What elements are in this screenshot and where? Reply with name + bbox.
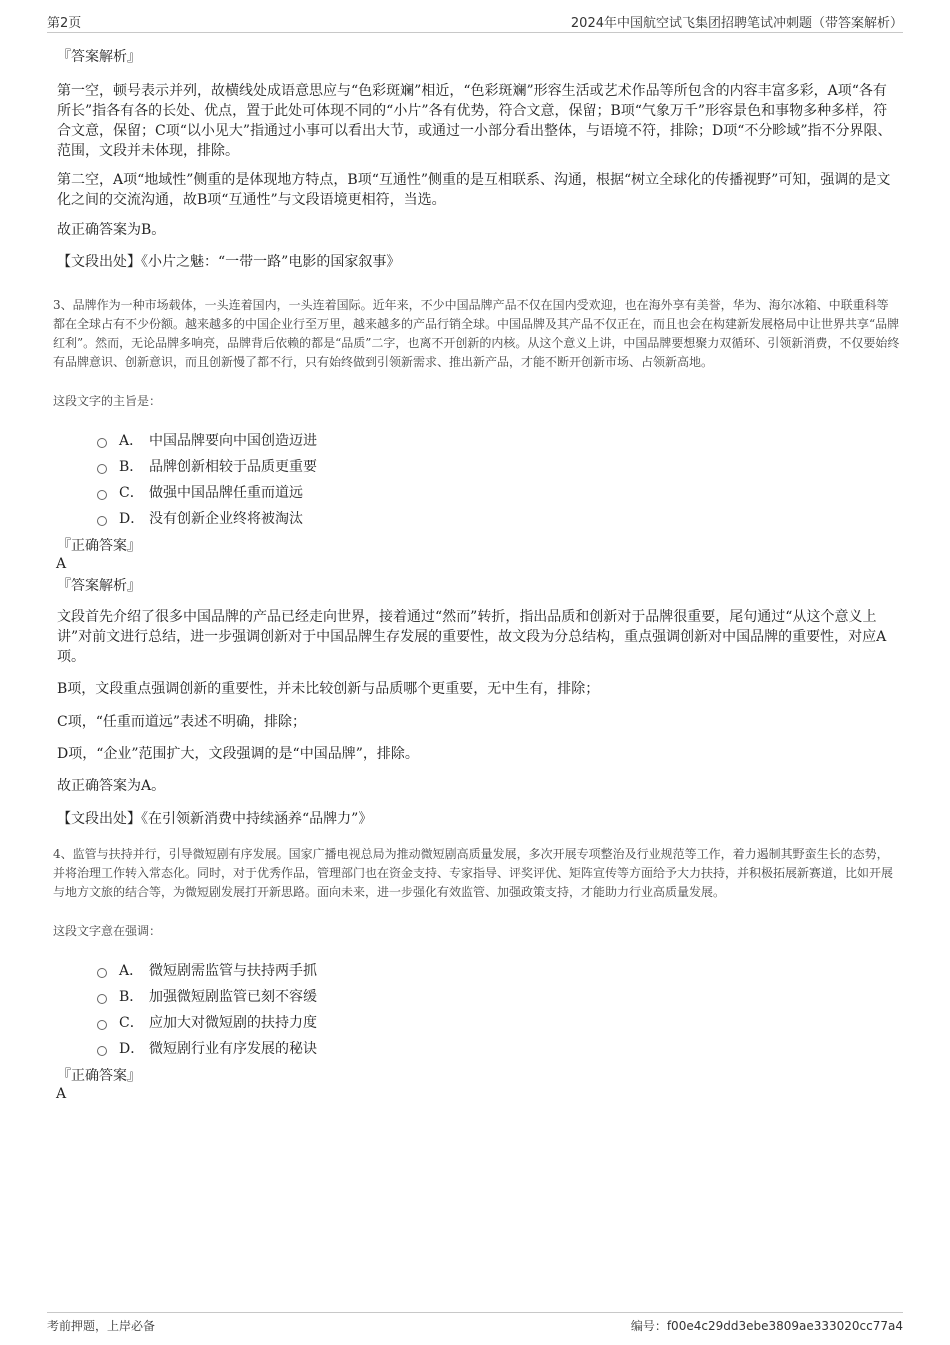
q4-answer-label: 『正确答案』 [57, 1068, 141, 1084]
option-text: 做强中国品牌任重而道远 [149, 485, 303, 501]
radio-button[interactable] [97, 1020, 107, 1030]
q3-answer: A [56, 556, 67, 572]
q3-option-c[interactable] [97, 479, 900, 505]
q2-analysis-para-2: 第二空，A项“地域性”侧重的是体现地方特点，B项“互通性”侧重的是互相联系、沟通，根据“树立全球化的传播视野”可知，强调的是文化之间的交流沟通，故B项“互通性”与文段语境更相符，当选。 [57, 172, 891, 208]
q3-option-d[interactable] [97, 505, 900, 531]
page-header [47, 12, 903, 33]
option-text: 微短剧行业有序发展的秘诀 [149, 1041, 317, 1057]
q4-option-b[interactable] [97, 983, 900, 1009]
q2-source: 【文段出处】《小片之魅：“一带一路”电影的国家叙事》 [57, 254, 401, 270]
q4-prompt: 这段文字意在强调： [53, 924, 162, 938]
option-letter: A． [119, 963, 144, 979]
option-text: 中国品牌要向中国创造迈进 [149, 433, 317, 449]
q3-analysis-option-d: D项，“企业”范围扩大，文段强调的是“中国品牌”，排除。 [57, 746, 419, 762]
q2-analysis-label: 『答案解析』 [57, 49, 141, 65]
q3-analysis-label: 『答案解析』 [57, 578, 141, 594]
option-text: 没有创新企业终将被淘汰 [149, 511, 303, 527]
q3-options [57, 427, 900, 531]
radio-button[interactable] [97, 464, 107, 474]
q2-conclusion: 故正确答案为B。 [57, 222, 166, 238]
q4-option-c[interactable] [97, 1009, 900, 1035]
page-number: 第2页 [47, 16, 82, 31]
q4-stem: 4、监管与扶持并行，引导微短剧有序发展。国家广播电视总局为推动微短剧高质量发展，多次开展专项整治及行业规范等工作，着力遏制其野蛮生长的态势，并将治理工作转入常态化。同时，对于优秀作品，管理部门也在资金支持、专家指导、评奖评优、矩阵宣传等方面给予大力扶持，并积极拓展新赛道，比如开展与地方文旅的结合等，为微短剧发展打开新思路。面向未来，进一步强化有效监管、加强政策支持，才能助力行业高质量发展。 [53, 847, 894, 899]
radio-button[interactable] [97, 994, 107, 1004]
option-letter: D． [119, 1041, 145, 1057]
document-id: 编号：f00e4c29dd3ebe3809ae333020cc77a4 [630, 1319, 903, 1333]
radio-button[interactable] [97, 968, 107, 978]
option-letter: A． [119, 433, 144, 449]
page-footer [47, 1312, 903, 1334]
q3-analysis-option-b: B项，文段重点强调创新的重要性，并未比较创新与品质哪个更重要，无中生有，排除； [57, 681, 600, 697]
q3-analysis-option-c: C项，“任重而道远”表述不明确，排除； [57, 714, 307, 730]
q3-conclusion: 故正确答案为A。 [57, 778, 166, 794]
option-text: 微短剧需监管与扶持两手抓 [149, 963, 317, 979]
q4-options [57, 957, 900, 1061]
radio-button[interactable] [97, 516, 107, 526]
q4-option-a[interactable] [97, 957, 900, 983]
q2-analysis-para-1: 第一空，顿号表示并列，故横线处成语意思应与“色彩斑斓”相近，“色彩斑斓”形容生活或艺术作品等所包含的内容丰富多彩，A项“各有所长”指各有各的长处、优点，置于此处可体现不同的“小片”各有优势，符合文意，保留；B项“气象万千”形容景色和事物多种多样，符合文意，保留；C项“以小见大”指通过小事可以看出大节，或通过一小部分看出整体，与语境不符，排除；D项“不分畛域”指不分界限、范围，文段并未体现，排除。 [57, 83, 892, 159]
q4-answer: A [56, 1086, 67, 1102]
q3-analysis-para-1: 文段首先介绍了很多中国品牌的产品已经走向世界，接着通过“然而”转折，指出品质和创新对于品牌很重要，尾句通过“从这个意义上讲”对前文进行总结，进一步强调创新对于中国品牌生存发展的重要性，故文段为分总结构，重点强调创新对中国品牌的重要性，对应A项。 [57, 609, 887, 665]
option-text: 品牌创新相较于品质更重要 [149, 459, 317, 475]
option-letter: B． [119, 459, 144, 475]
option-letter: C． [119, 485, 144, 501]
page-content [53, 46, 900, 1103]
radio-button[interactable] [97, 1046, 107, 1056]
q3-option-b[interactable] [97, 453, 900, 479]
q3-option-a[interactable] [97, 427, 900, 453]
option-letter: C． [119, 1015, 144, 1031]
q3-stem: 3、品牌作为一种市场载体，一头连着国内，一头连着国际。近年来，不少中国品牌产品不仅在国内受欢迎，也在海外享有美誉，华为、海尔冰箱、中联重科等都在全球占有不少份额。越来越多的中国企业行至万里，越来越多的产品行销全球。中国品牌及其产品不仅正在，而且也会在构建新发展格局中让世界共享“品牌红利”。然而，无论品牌多响亮，品牌背后依赖的都是“品质”二字，也离不开创新的内核。从这个意义上讲，中国品牌要想聚力双循环、引领新消费，不仅要始终有品牌意识、创新意识，而且创新慢了都不行，只有始终做到引领新需求、推出新产品，才能不断开创新市场、占领新高地。 [53, 298, 900, 369]
option-letter: D． [119, 511, 145, 527]
option-text: 应加大对微短剧的扶持力度 [149, 1015, 317, 1031]
document-title: 2024年中国航空试飞集团招聘笔试冲刺题（带答案解析） [570, 16, 903, 31]
option-letter: B． [119, 989, 144, 1005]
radio-button[interactable] [97, 438, 107, 448]
q3-prompt: 这段文字的主旨是： [53, 394, 162, 408]
radio-button[interactable] [97, 490, 107, 500]
q4-option-d[interactable] [97, 1035, 900, 1061]
q3-answer-label: 『正确答案』 [57, 538, 141, 554]
q3-source: 【文段出处】《在引领新消费中持续涵养“品牌力”》 [57, 811, 373, 827]
footer-slogan: 考前押题，上岸必备 [47, 1319, 156, 1333]
option-text: 加强微短剧监管已刻不容缓 [149, 989, 317, 1005]
